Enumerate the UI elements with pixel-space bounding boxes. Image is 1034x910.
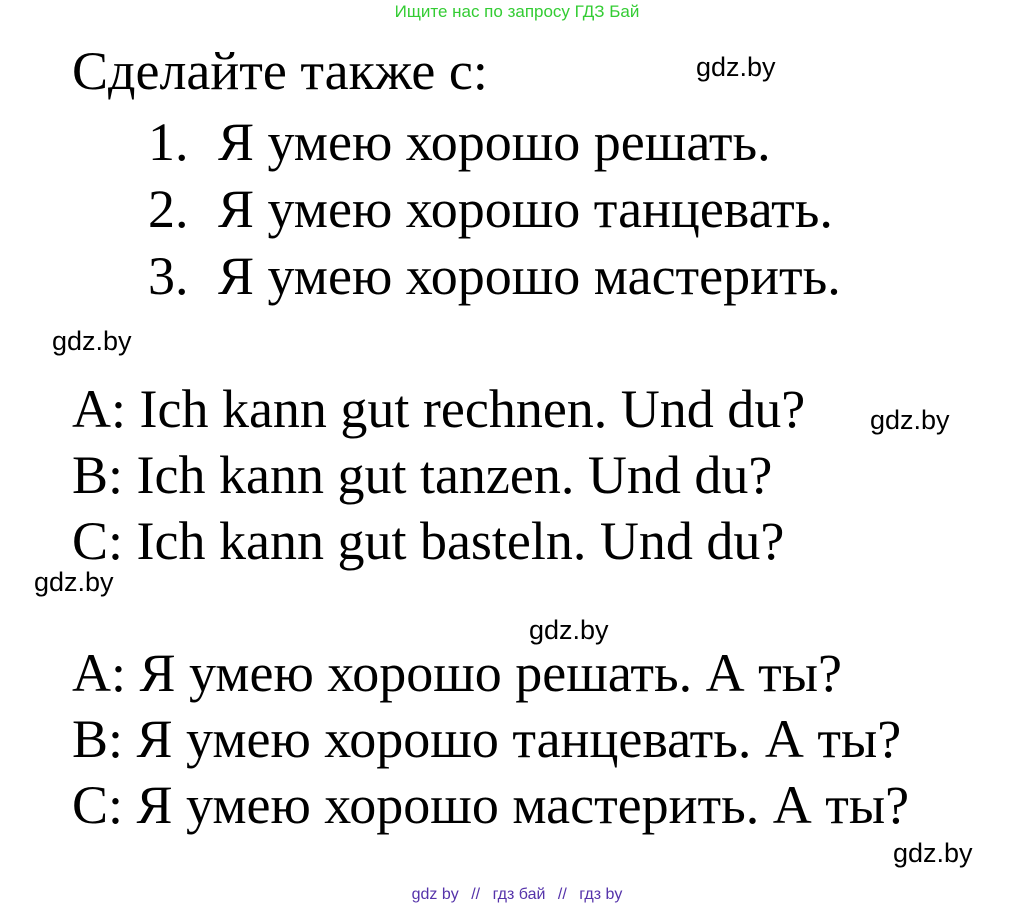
numbered-item [148,179,833,239]
russian-dialog-line: B: Я умею хорошо танцевать. А ты? [72,709,902,769]
russian-dialog-line: C: Я умею хорошо мастерить. А ты? [72,775,910,835]
footer-separator: // [471,886,481,903]
watermark: gdz.by [34,567,114,597]
item-number: 3. [148,246,189,306]
watermark: gdz.by [893,838,973,868]
german-dialog-line: C: Ich kann gut basteln. Und du? [72,511,785,571]
item-number: 2. [148,179,189,239]
item-text: Я умею хорошо танцевать. [218,179,833,239]
exercise-heading: Сделайте также с: [72,41,488,101]
watermark: gdz.by [696,52,776,82]
footer-separator: // [557,886,567,903]
watermark: gdz.by [529,615,609,645]
footer-link[interactable]: gdz by [411,886,459,903]
numbered-item [148,246,841,306]
top-banner[interactable]: Ищите нас по запросу ГДЗ Бай [394,2,640,21]
item-text: Я умею хорошо решать. [218,112,771,172]
footer-link[interactable]: гдз бай [492,886,546,903]
watermark: gdz.by [870,405,950,435]
german-dialog-line: A: Ich kann gut rechnen. Und du? [72,379,806,439]
item-number: 1. [148,112,189,172]
footer-link[interactable]: гдз by [579,886,623,903]
item-text: Я умею хорошо мастерить. [218,246,841,306]
footer-links [0,886,1034,904]
russian-dialog-line: A: Я умею хорошо решать. А ты? [72,643,843,703]
numbered-item [148,112,771,172]
watermark: gdz.by [52,326,132,356]
german-dialog-line: B: Ich kann gut tanzen. Und du? [72,445,773,505]
